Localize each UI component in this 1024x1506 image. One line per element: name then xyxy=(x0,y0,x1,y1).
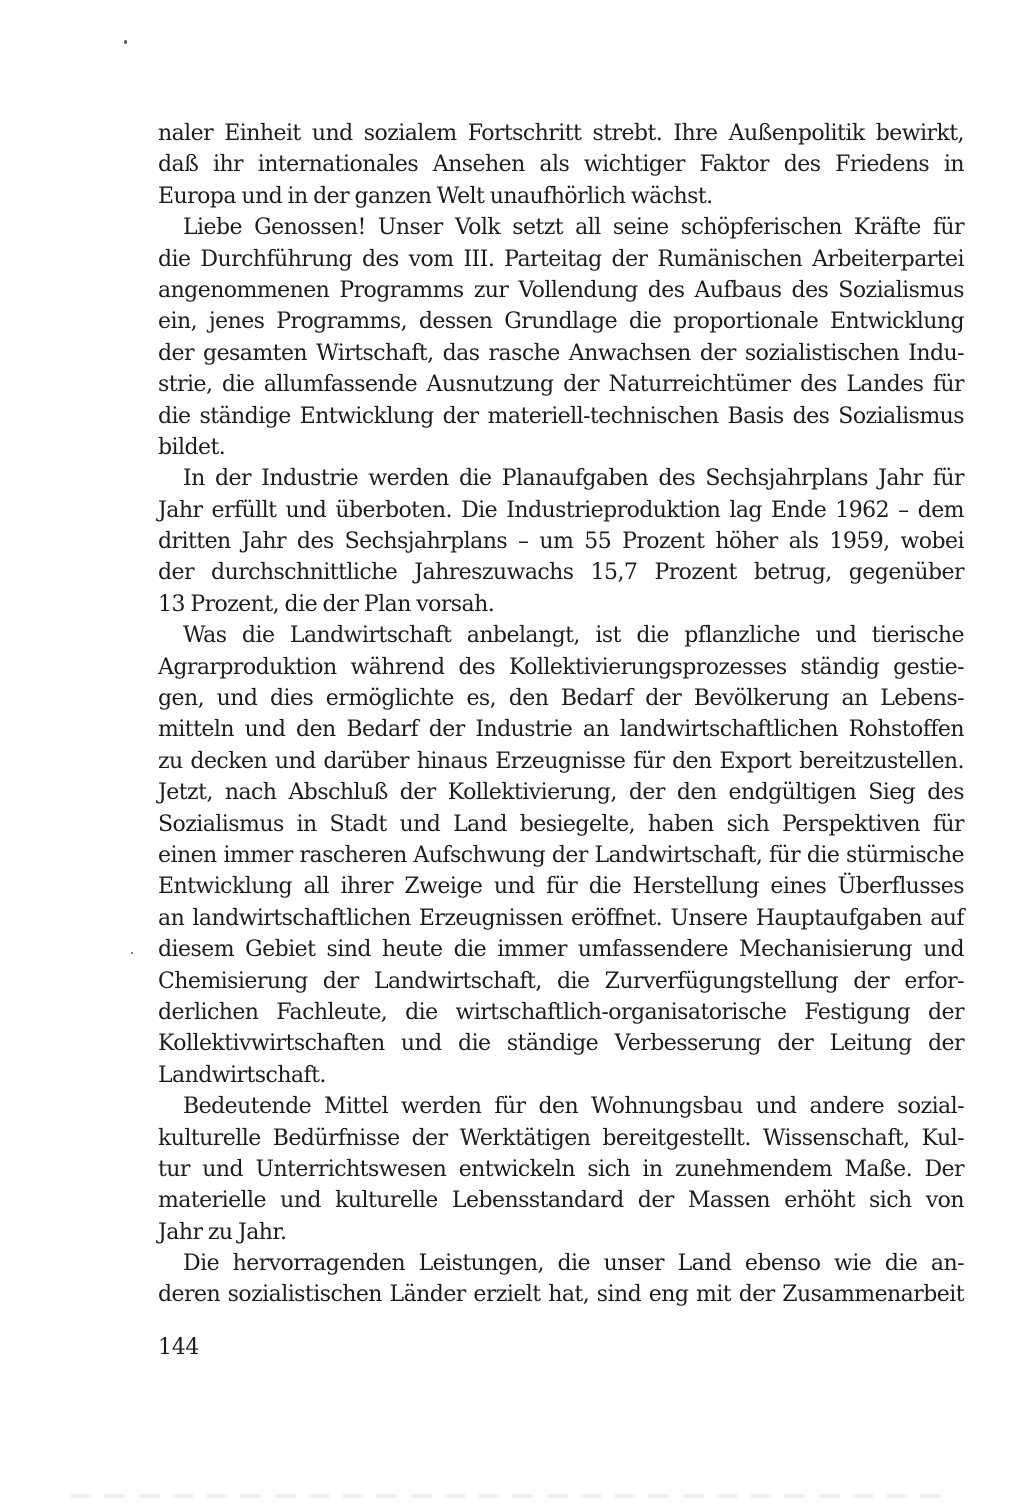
text-line: Liebe Genossen! Unser Volk setzt all seine schöpferischen Kräfte für xyxy=(183,215,964,241)
text-line: ein, jenes Programms, dessen Grundlage die proportionale Entwicklung xyxy=(158,309,964,335)
text-line: Jahr erfüllt und überboten. Die Industrieproduktion lag Ende 1962 – dem xyxy=(158,497,964,523)
text-line: Jahr zu Jahr. xyxy=(158,1219,287,1245)
page-number: 144 xyxy=(158,1335,200,1360)
body-text xyxy=(158,118,964,1311)
text-line: dritten Jahr des Sechsjahrplans – um 55 Prozent höher als 1959, wobei xyxy=(158,529,964,555)
text-line: zu decken und darüber hinaus Erzeugnisse für den Export bereitzustellen. xyxy=(158,748,964,774)
text-line: daß ihr internationales Ansehen als wichtiger Faktor des Friedens in xyxy=(158,152,964,178)
text-line: 13 Prozent, die der Plan vorsah. xyxy=(158,591,495,617)
text-line: bildet. xyxy=(158,434,226,460)
text-line: derlichen Fachleute, die wirtschaftlich-organisatorische Festigung der xyxy=(158,999,964,1025)
text-line: der gesamten Wirtschaft, das rasche Anwachsen der sozialistischen Indu- xyxy=(158,340,964,366)
text-line: an landwirtschaftlichen Erzeugnissen eröffnet. Unsere Hauptaufgaben auf xyxy=(158,905,964,931)
text-line: Chemisierung der Landwirtschaft, die Zurverfügungstellung der erfor- xyxy=(158,968,964,994)
scan-speck xyxy=(124,40,127,44)
text-line: Europa und in der ganzen Welt unaufhörlich wächst. xyxy=(158,183,713,209)
text-line: gen, und dies ermöglichte es, den Bedarf der Bevölkerung an Lebens- xyxy=(158,686,964,712)
text-line: mitteln und den Bedarf der Industrie an landwirtschaftlichen Rohstoffen xyxy=(158,717,964,743)
text-line: Bedeutende Mittel werden für den Wohnungsbau und andere sozial- xyxy=(183,1094,964,1120)
text-line: Sozialismus in Stadt und Land besiegelte, haben sich Perspektiven für xyxy=(158,811,964,837)
text-line: diesem Gebiet sind heute die immer umfassendere Mechanisierung und xyxy=(158,937,964,963)
text-line: Entwicklung all ihrer Zweige und für die Herstellung eines Überflusses xyxy=(158,874,964,900)
scan-speck xyxy=(131,952,133,954)
text-line: angenommenen Programms zur Vollendung des Aufbaus des Sozialismus xyxy=(158,277,964,303)
text-line: einen immer rascheren Aufschwung der Landwirtschaft, für die stürmische xyxy=(158,842,964,868)
text-line: naler Einheit und sozialem Fortschritt strebt. Ihre Außenpolitik bewirkt, xyxy=(158,121,964,146)
text-line: die Durchführung des vom III. Parteitag der Rumänischen Arbeiterpartei xyxy=(158,246,964,272)
text-line: tur und Unterrichtswesen entwickeln sich in zunehmendem Maße. Der xyxy=(158,1156,964,1182)
text-line: Landwirtschaft. xyxy=(158,1062,326,1088)
text-line: Die hervorragenden Leistungen, die unser Land ebenso wie die an- xyxy=(183,1251,964,1277)
text-line: Kollektivwirtschaften und die ständige Verbesserung der Leitung der xyxy=(158,1031,964,1057)
text-line: In der Industrie werden die Planaufgaben des Sechsjahrplans Jahr für xyxy=(183,466,964,492)
text-line: der durchschnittliche Jahreszuwachs 15,7 Prozent betrug, gegenüber xyxy=(158,560,964,586)
text-line: Jetzt, nach Abschluß der Kollektivierung, der den endgültigen Sieg des xyxy=(158,780,964,806)
text-line: Was die Landwirtschaft anbelangt, ist die pflanzliche und tierische xyxy=(183,623,964,649)
scan-edge-artifact xyxy=(70,1494,950,1498)
text-line: deren sozialistischen Länder erzielt hat, sind eng mit der Zusammenarbeit xyxy=(158,1282,964,1308)
text-line: strie, die allumfassende Ausnutzung der Naturreichtümer des Landes für xyxy=(158,372,964,398)
text-line: kulturelle Bedürfnisse der Werktätigen bereitgestellt. Wissenschaft, Kul- xyxy=(158,1125,964,1151)
text-line: die ständige Entwicklung der materiell-technischen Basis des Sozialismus xyxy=(158,403,964,429)
text-line: Agrarproduktion während des Kollektivierungsprozesses ständig gestie- xyxy=(158,654,964,680)
text-line: materielle und kulturelle Lebensstandard der Massen erhöht sich von xyxy=(158,1188,964,1214)
